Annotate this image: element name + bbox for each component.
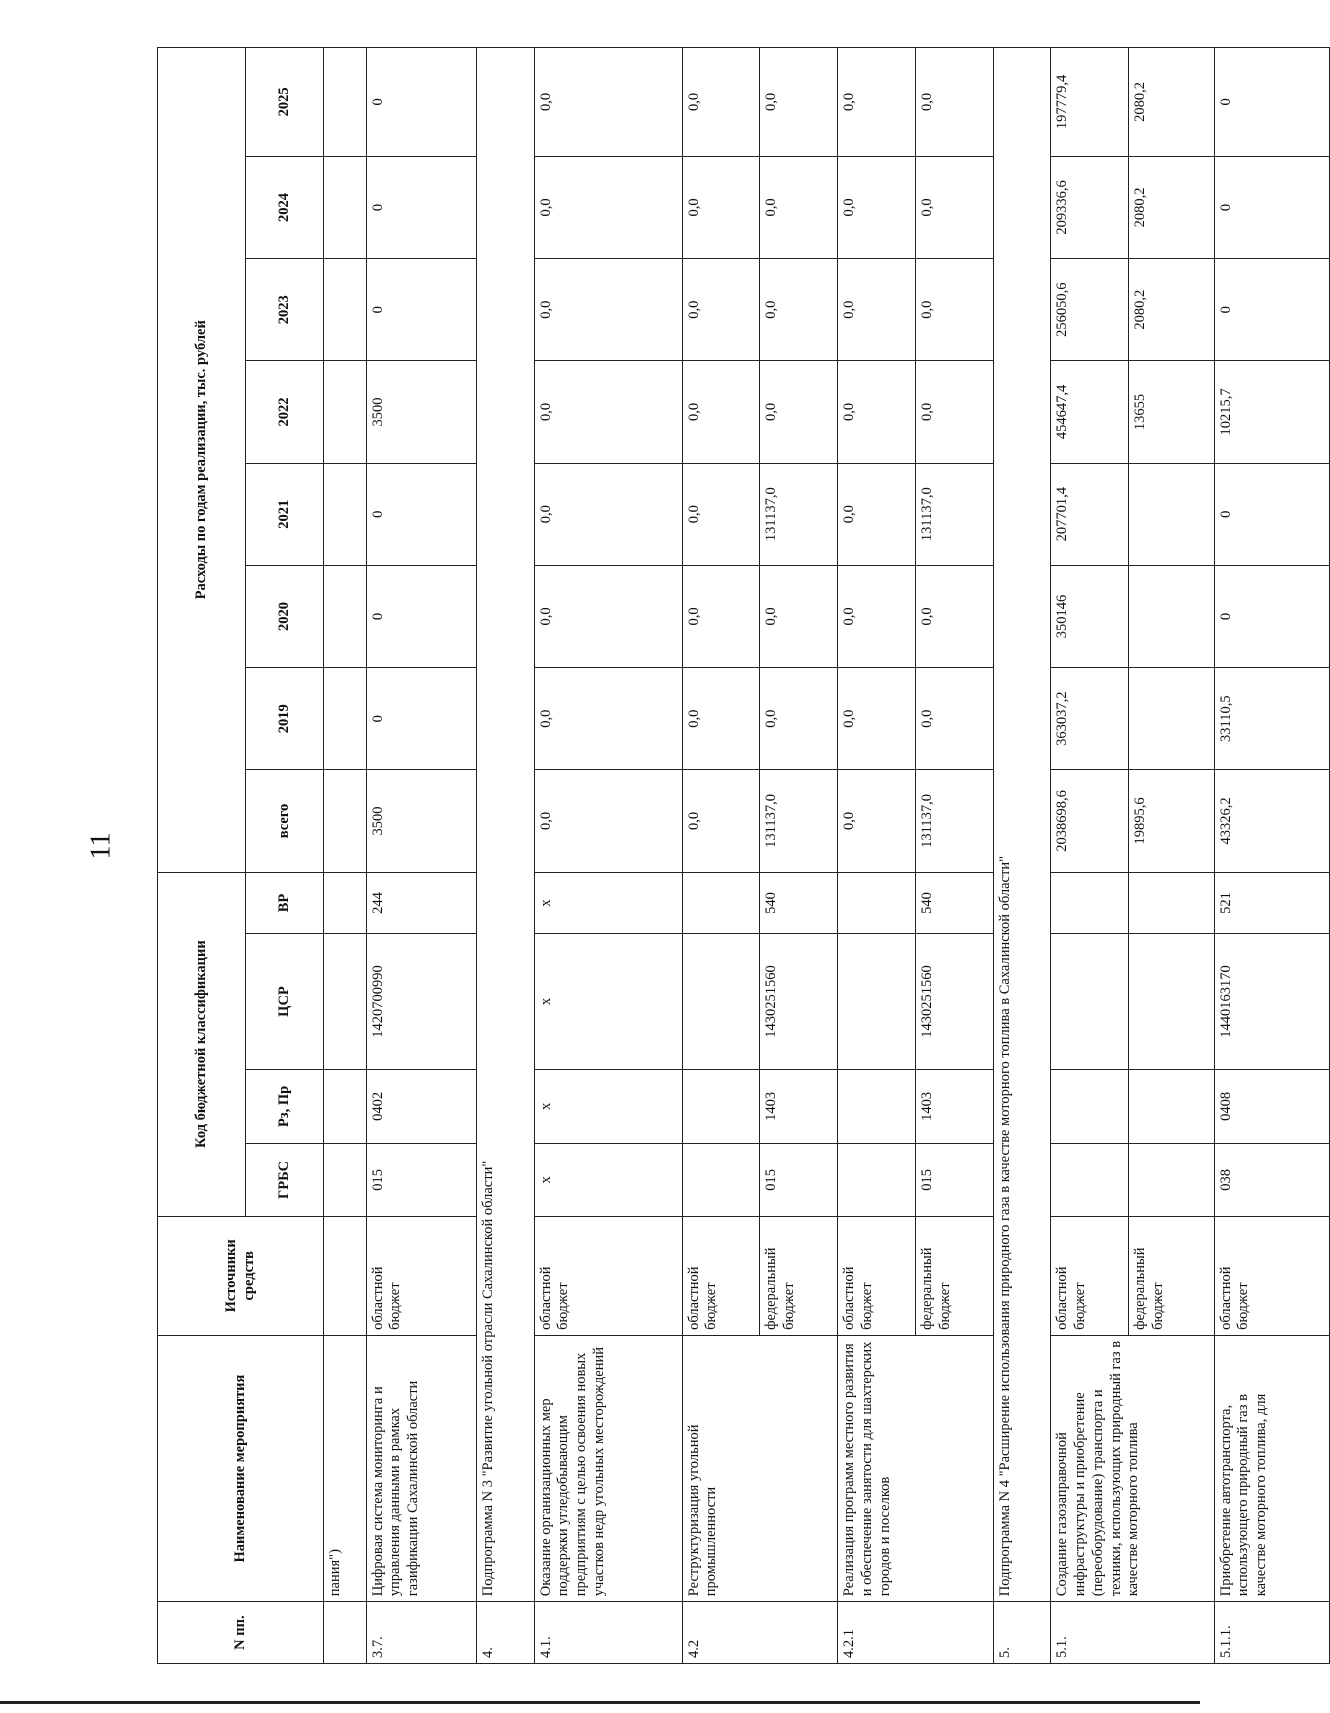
cell-name: Оказание организационных мер поддержки угледобывающим предприятиям с целью освоения новых участков недр угольных месторождений [534,1335,682,1601]
cell-2021: 0,0 [838,463,916,565]
cell-2021: 131137,0 [760,463,838,565]
cell-rzpr: 1403 [760,1069,838,1144]
cell-2020: 0 [366,565,476,667]
cell-2025: 0,0 [534,48,682,157]
cell-2023: 0,0 [838,259,916,361]
cell-total: 0,0 [534,770,682,872]
cell-num: 3.7. [366,1602,476,1664]
cell-2020: 350146 [1051,565,1129,667]
cell-2022: 0,0 [916,361,994,463]
cell-2025: 0,0 [682,48,760,157]
cell-num: 5.1. [1051,1602,1214,1664]
cell-2023: 0,0 [682,259,760,361]
table-body [324,48,1330,1664]
cell-csr: 1420700990 [366,934,476,1069]
header-total: всего [246,770,324,872]
cell-source [324,1216,367,1335]
cell-2023: 0,0 [916,259,994,361]
cell-2024: 2080,2 [1129,156,1214,258]
cell-2020 [324,565,367,667]
cell-total: 131137,0 [916,770,994,872]
cell-total: 0,0 [838,770,916,872]
cell-2025: 0,0 [838,48,916,157]
table-row [366,48,476,1664]
cell-name: пания") [324,1335,367,1601]
table-row [682,48,760,1664]
cell-2023: 0 [366,259,476,361]
cell-source: областной бюджет [366,1216,476,1335]
cell-2019: 0,0 [760,668,838,770]
header-vr: ВР [246,872,324,934]
cell-grbs: 015 [916,1144,994,1216]
expenses-table [157,47,1330,1664]
cell-csr: x [534,934,682,1069]
header-2025: 2025 [246,48,324,157]
cell-2024: 0,0 [534,156,682,258]
cell-2023 [324,259,367,361]
table-row [534,48,682,1664]
table-header [158,48,324,1664]
cell-2022: 454647,4 [1051,361,1129,463]
cell-2019: 0,0 [534,668,682,770]
header-2019: 2019 [246,668,324,770]
table-row [477,48,535,1664]
cell-2020: 0,0 [534,565,682,667]
cell-2022: 0,0 [534,361,682,463]
cell-rzpr [1129,1069,1214,1144]
cell-grbs: x [534,1144,682,1216]
cell-2019: 0,0 [838,668,916,770]
cell-source: федеральный бюджет [916,1216,994,1335]
cell-grbs: 015 [366,1144,476,1216]
header-2022: 2022 [246,361,324,463]
cell-num: 4.2.1 [838,1602,994,1664]
cell-csr [1129,934,1214,1069]
cell-name: Цифровая система мониторинга и управления данными в рамках газификации Сахалинской области [366,1335,476,1601]
cell-2020: 0,0 [760,565,838,667]
cell-vr: 540 [760,872,838,934]
cell-num: 5.1.1. [1214,1602,1330,1664]
cell-2019 [324,668,367,770]
cell-total [324,770,367,872]
cell-2021: 207701,4 [1051,463,1129,565]
cell-2021: 0,0 [682,463,760,565]
cell-2023: 0 [1214,259,1330,361]
header-num: N пп. [158,1602,324,1664]
cell-2024: 209336,6 [1051,156,1129,258]
cell-grbs [1051,1144,1129,1216]
cell-source: областной бюджет [682,1216,760,1335]
cell-source: областной бюджет [1214,1216,1330,1335]
cell-2023: 256050,6 [1051,259,1129,361]
header-2021: 2021 [246,463,324,565]
cell-2023: 2080,2 [1129,259,1214,361]
cell-2019: 0,0 [682,668,760,770]
subprogram-title: Подпрограмма N 4 "Расширение использования природного газа в качестве моторного топлива в Сахалинской области" [993,48,1051,1602]
cell-2020: 0 [1214,565,1330,667]
cell-vr [1129,872,1214,934]
cell-csr: 1430251560 [760,934,838,1069]
cell-num: 4. [477,1602,535,1664]
cell-2020: 0,0 [838,565,916,667]
cell-vr [324,872,367,934]
cell-csr: 1430251560 [916,934,994,1069]
cell-2020: 0,0 [916,565,994,667]
cell-source: федеральный бюджет [1129,1216,1214,1335]
cell-2021: 0 [1214,463,1330,565]
cell-num: 4.1. [534,1602,682,1664]
cell-2021: 0 [366,463,476,565]
cell-source: областной бюджет [838,1216,916,1335]
header-csr: ЦСР [246,934,324,1069]
header-kbk: Код бюджетной классификации [158,872,246,1216]
cell-2025: 0,0 [760,48,838,157]
table-row [838,48,916,1664]
cell-2023: 0,0 [760,259,838,361]
cell-vr [838,872,916,934]
cell-source: областной бюджет [534,1216,682,1335]
cell-2019: 0,0 [916,668,994,770]
subprogram-title: Подпрограмма N 3 "Развитие угольной отрасли Сахалинской области" [477,48,535,1602]
cell-total: 2038698,6 [1051,770,1129,872]
header-name: Наименование мероприятия [158,1335,324,1601]
cell-2024: 0 [1214,156,1330,258]
cell-csr [838,934,916,1069]
cell-2025: 0 [366,48,476,157]
cell-csr [324,934,367,1069]
cell-vr: x [534,872,682,934]
cell-2021 [1129,463,1214,565]
header-2023: 2023 [246,259,324,361]
page-number: 11 [85,832,117,860]
bottom-rule [0,1701,1200,1704]
cell-vr: 540 [916,872,994,934]
cell-rzpr: 1403 [916,1069,994,1144]
cell-2022: 0,0 [682,361,760,463]
cell-2019: 0 [366,668,476,770]
cell-name: Реструктуризация угольной промышленности [682,1335,838,1601]
cell-source: федеральный бюджет [760,1216,838,1335]
cell-2019: 33110,5 [1214,668,1330,770]
cell-rzpr [682,1069,760,1144]
cell-rzpr: 0402 [366,1069,476,1144]
cell-2025: 0 [1214,48,1330,157]
cell-vr: 521 [1214,872,1330,934]
cell-2022: 0,0 [760,361,838,463]
cell-2023: 0,0 [534,259,682,361]
cell-2020 [1129,565,1214,667]
header-2024: 2024 [246,156,324,258]
cell-csr [682,934,760,1069]
cell-2022: 3500 [366,361,476,463]
cell-vr [1051,872,1129,934]
cell-total: 131137,0 [760,770,838,872]
cell-grbs [838,1144,916,1216]
cell-rzpr: x [534,1069,682,1144]
cell-2024 [324,156,367,258]
table-row [993,48,1051,1664]
cell-total: 0,0 [682,770,760,872]
cell-num: 4.2 [682,1602,838,1664]
cell-2025: 2080,2 [1129,48,1214,157]
table-row [1051,48,1129,1664]
cell-2024: 0,0 [682,156,760,258]
header-source: Источники средств [158,1216,324,1335]
cell-rzpr [1051,1069,1129,1144]
cell-2022: 10215,7 [1214,361,1330,463]
header-2020: 2020 [246,565,324,667]
cell-2021: 131137,0 [916,463,994,565]
cell-rzpr [324,1069,367,1144]
cell-name: Приобретение автотранспорта, использующего природный газ в качестве моторного топлива, для [1214,1335,1330,1601]
rotated-table-wrapper [157,47,1330,1664]
cell-grbs [324,1144,367,1216]
cell-num [324,1602,367,1664]
cell-name: Создание газозаправочной инфраструктуры и приобретение (переоборудование) транспорта и техники, использующих природный газ в качестве моторного топлива [1051,1335,1214,1601]
cell-name: Реализация программ местного развития и обеспечение занятости для шахтерских городов и поселков [838,1335,994,1601]
cell-2022: 0,0 [838,361,916,463]
cell-rzpr: 0408 [1214,1069,1330,1144]
cell-2024: 0,0 [760,156,838,258]
cell-2022: 13655 [1129,361,1214,463]
cell-2025: 197779,4 [1051,48,1129,157]
cell-2021 [324,463,367,565]
cell-grbs: 038 [1214,1144,1330,1216]
cell-total: 19895,6 [1129,770,1214,872]
cell-2020: 0,0 [682,565,760,667]
cell-vr [682,872,760,934]
cell-2025: 0,0 [916,48,994,157]
cell-grbs [682,1144,760,1216]
table-row [1214,48,1330,1664]
cell-2022 [324,361,367,463]
cell-csr: 1440163170 [1214,934,1330,1069]
table-row [324,48,367,1664]
header-grbs: ГРБС [246,1144,324,1216]
cell-2019: 363037,2 [1051,668,1129,770]
header-rzpr: Рз, Пр [246,1069,324,1144]
cell-2024: 0,0 [916,156,994,258]
cell-source: областной бюджет [1051,1216,1129,1335]
cell-2019 [1129,668,1214,770]
cell-csr [1051,934,1129,1069]
cell-total: 3500 [366,770,476,872]
cell-2021: 0,0 [534,463,682,565]
cell-vr: 244 [366,872,476,934]
cell-grbs [1129,1144,1214,1216]
cell-2024: 0,0 [838,156,916,258]
header-expenses: Расходы по годам реализации, тыс. рублей [158,48,246,873]
cell-2025 [324,48,367,157]
cell-num: 5. [993,1602,1051,1664]
cell-2024: 0 [366,156,476,258]
cell-total: 43326,2 [1214,770,1330,872]
cell-grbs: 015 [760,1144,838,1216]
cell-rzpr [838,1069,916,1144]
